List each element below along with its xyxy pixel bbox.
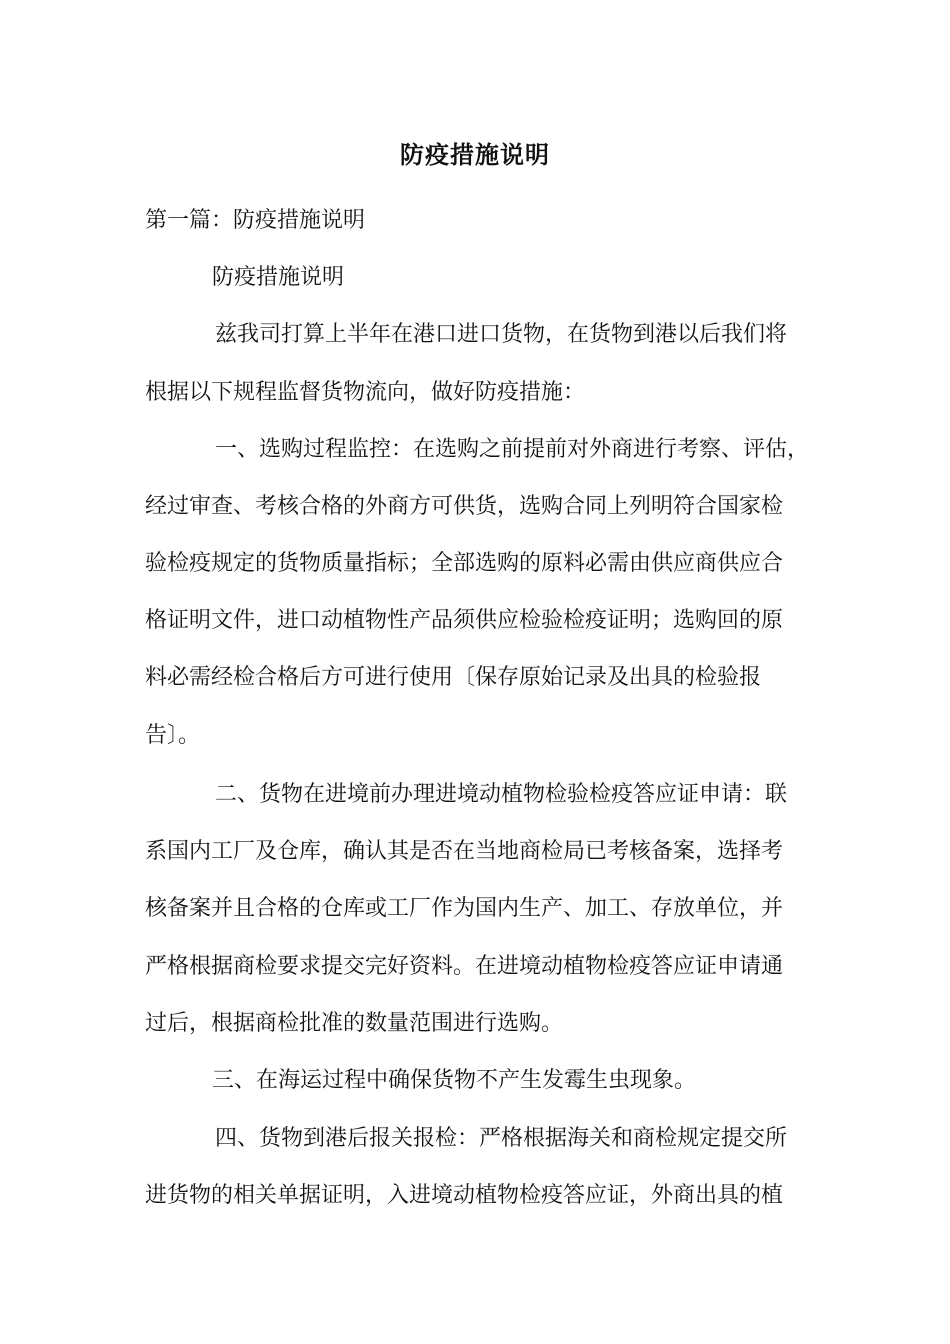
paragraph-line: 兹我司打算上半年在港口进口货物，在货物到港以后我们将 xyxy=(215,322,788,347)
paragraph-line: 料必需经检合格后方可进行使用〔保存原始记录及出具的检验报 xyxy=(145,665,762,690)
paragraph-line: 过后，根据商检批准的数量范围进行选购。 xyxy=(145,1011,564,1036)
paragraph-line: 核备案并且合格的仓库或工厂作为国内生产、加工、存放单位，并 xyxy=(145,896,784,921)
paragraph-line: 根据以下规程监督货物流向，做好防疫措施： xyxy=(145,380,586,405)
chapter-heading: 第一篇：防疫措施说明 xyxy=(145,208,366,233)
paragraph-line: 严格根据商检要求提交完好资料。在进境动植物检疫答应证申请通 xyxy=(145,954,784,979)
paragraph-line: 一、选购过程监控：在选购之前提前对外商进行考察、评估， xyxy=(215,437,810,462)
subheading: 防疫措施说明 xyxy=(212,265,345,290)
paragraph-line: 告〕。 xyxy=(145,723,201,748)
paragraph-line: 经过审查、考核合格的外商方可供货，选购合同上列明符合国家检 xyxy=(145,494,784,519)
paragraph-line: 系国内工厂及仓库，确认其是否在当地商检局已考核备案，选择考 xyxy=(145,839,784,864)
paragraph-line: 四、货物到港后报关报检：严格根据海关和商检规定提交所 xyxy=(215,1126,788,1151)
paragraph-line: 三、在海运过程中确保货物不产生发霉生虫现象。 xyxy=(212,1068,697,1093)
paragraph-line: 格证明文件，进口动植物性产品须供应检验检疫证明；选购回的原 xyxy=(145,608,784,633)
paragraph-line: 进货物的相关单据证明，入进境动植物检疫答应证，外商出具的植 xyxy=(145,1183,784,1208)
document-title: 防疫措施说明 xyxy=(400,140,550,169)
paragraph-line: 验检疫规定的货物质量指标；全部选购的原料必需由供应商供应合 xyxy=(145,551,784,576)
paragraph-line: 二、货物在进境前办理进境动植物检验检疫答应证申请：联 xyxy=(215,782,788,807)
